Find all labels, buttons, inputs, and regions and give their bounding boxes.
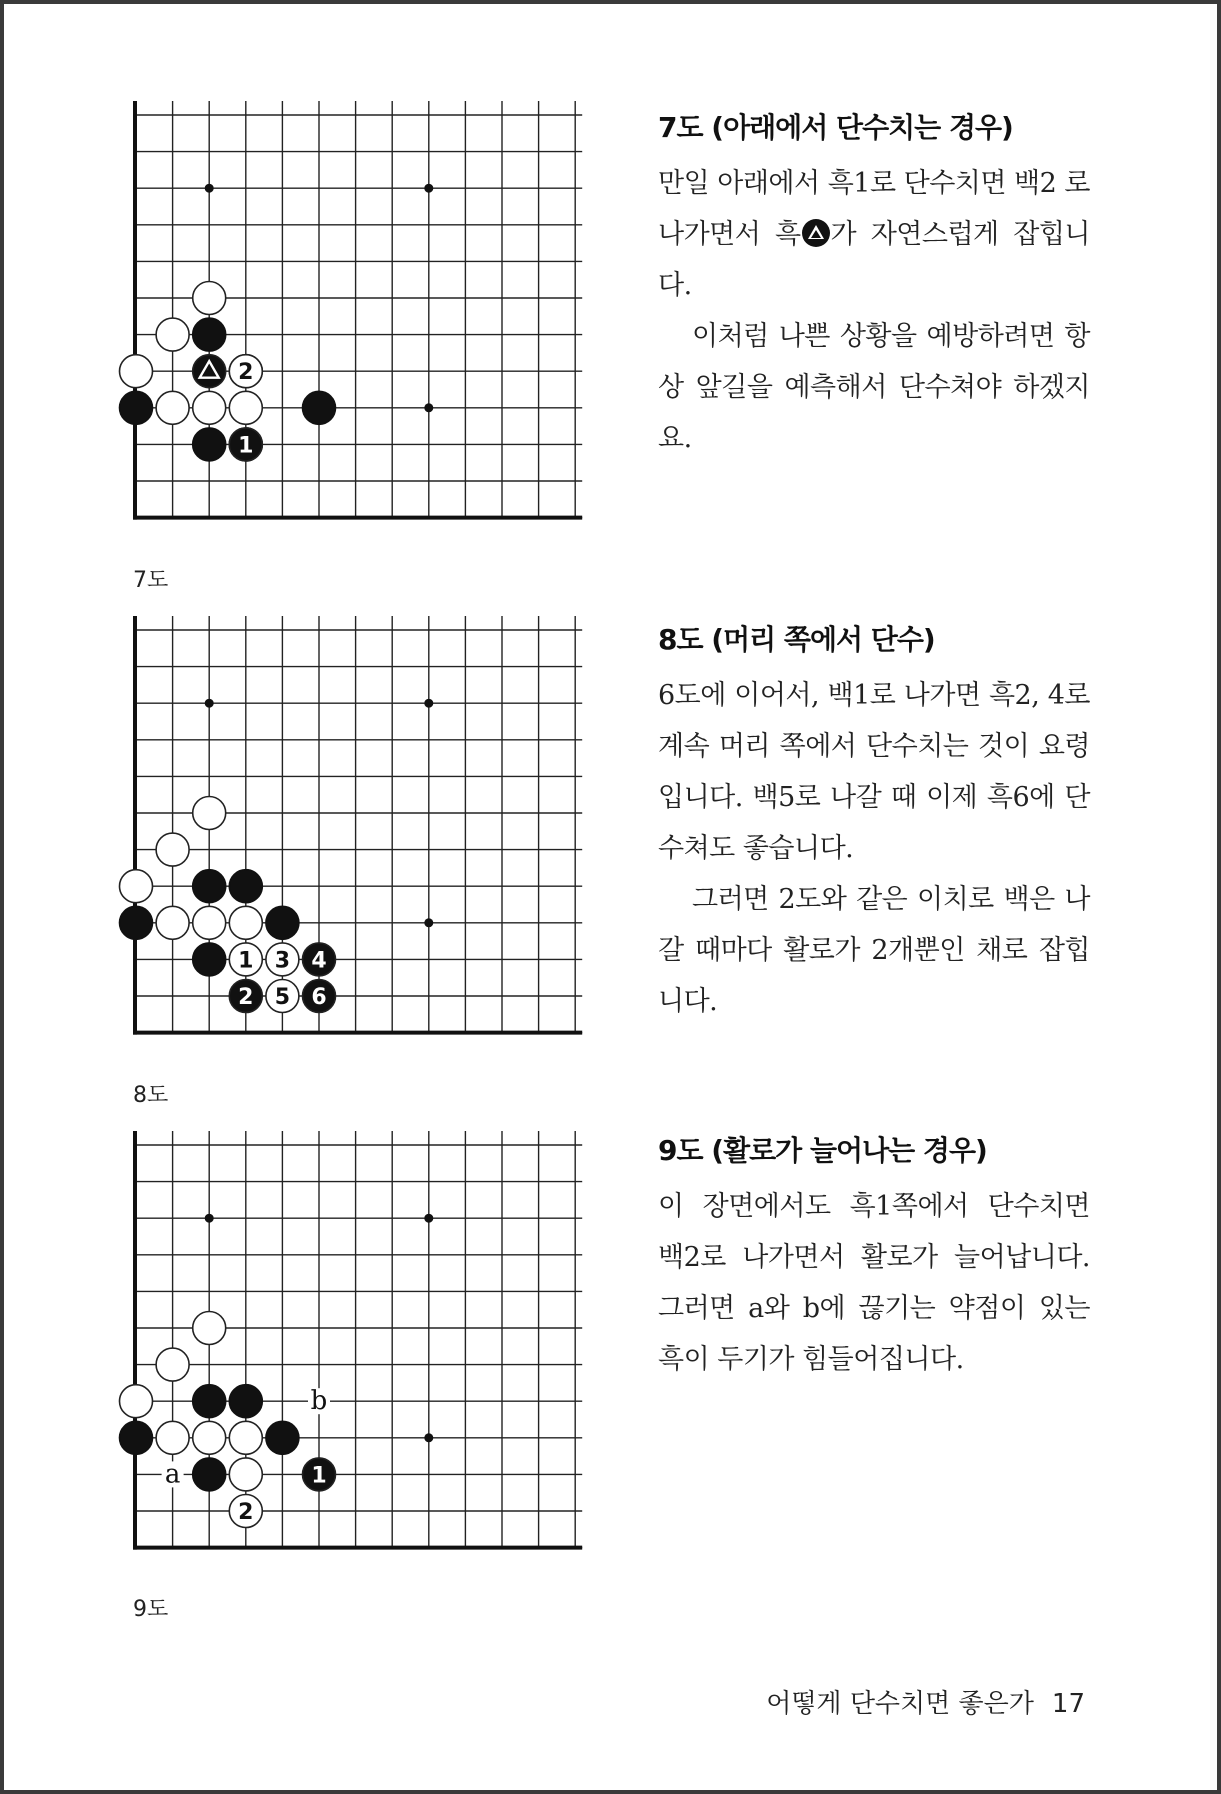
go-board-7 — [135, 113, 601, 541]
point-letter-label: b — [310, 1386, 328, 1417]
board-svg-8 — [135, 628, 601, 1058]
section-7-text-b: 가 자연스럽게 잡힙니다. — [658, 219, 1090, 301]
black-stone — [303, 391, 336, 424]
black-stone — [193, 870, 226, 903]
go-board-9 — [135, 1143, 601, 1571]
white-stone — [229, 1421, 262, 1454]
stone-move-number: 4 — [311, 948, 327, 974]
white-stone — [193, 391, 226, 424]
white-stone — [156, 906, 189, 939]
board-svg-9 — [135, 1143, 601, 1573]
point-letter-label: a — [164, 1459, 181, 1490]
star-point — [424, 918, 433, 927]
section-7-paragraph-2: 이처럼 나쁜 상황을 예방하려면 항상 앞길을 예측해서 단수쳐야 하겠지요. — [658, 321, 1090, 454]
black-stone — [193, 1458, 226, 1491]
black-stone — [266, 1421, 299, 1454]
star-point — [205, 1214, 214, 1223]
go-board-8 — [135, 628, 601, 1056]
stone-move-number: 3 — [274, 948, 291, 974]
white-stone — [156, 391, 189, 424]
section-7 — [658, 110, 1090, 464]
white-stone — [193, 797, 226, 830]
section-7-paragraph-1 — [658, 158, 1090, 311]
page-number: 17 — [1051, 1689, 1085, 1719]
black-stone — [229, 1385, 262, 1418]
stone-move-number: 6 — [311, 985, 327, 1010]
white-stone — [120, 1385, 153, 1418]
board-svg-7 — [135, 113, 601, 543]
star-point — [424, 184, 433, 193]
star-point — [424, 403, 433, 412]
section-8 — [658, 622, 1090, 1027]
stone-move-number: 2 — [238, 985, 254, 1010]
page-footer — [766, 1683, 1085, 1720]
section-9 — [658, 1133, 1090, 1385]
black-stone — [120, 1421, 153, 1454]
stone-move-number: 1 — [238, 433, 254, 459]
white-stone — [156, 833, 189, 866]
section-7-text-a: 만일 아래에서 흑1로 단수치면 백2 로 나가면서 흑 — [658, 168, 1090, 250]
caption-9: 9도 — [133, 1597, 169, 1622]
star-point — [205, 699, 214, 708]
black-stone — [266, 906, 299, 939]
stone-move-number: 1 — [311, 1463, 327, 1489]
black-triangle-stone-icon — [802, 219, 830, 247]
star-point — [205, 184, 214, 193]
section-8-paragraph-1: 6도에 이어서, 백1로 나가면 흑2, 4로 계속 머리 쪽에서 단수치는 것이 요령입니다. 백5로 나갈 때 이제 흑6에 단수쳐도 좋습니다. — [658, 680, 1090, 864]
black-stone — [193, 1385, 226, 1418]
caption-8: 8도 — [133, 1083, 169, 1108]
white-stone — [120, 870, 153, 903]
section-title-7: 7도 (아래에서 단수치는 경우) — [658, 111, 1013, 144]
black-stone — [120, 906, 153, 939]
white-stone — [229, 1458, 262, 1491]
black-stone — [193, 943, 226, 976]
white-stone — [156, 1348, 189, 1381]
footer-title: 어떻게 단수치면 좋은가 — [766, 1689, 1034, 1719]
section-8-paragraph-2: 그러면 2도와 같은 이치로 백은 나갈 때마다 활로가 2개뿐인 채로 잡힙니다. — [658, 884, 1090, 1017]
white-stone — [156, 1421, 189, 1454]
white-stone — [229, 391, 262, 424]
white-stone — [193, 1421, 226, 1454]
white-stone — [193, 282, 226, 315]
white-stone — [193, 906, 226, 939]
stone-move-number: 2 — [238, 1500, 254, 1525]
black-stone — [193, 318, 226, 351]
section-9-paragraph-1: 이 장면에서도 흑1쪽에서 단수치면 백2로 나가면서 활로가 늘어납니다. 그러면 a와 b에 끊기는 약점이 있는 흑이 두기가 힘들어집니다. — [658, 1191, 1090, 1375]
black-stone — [229, 870, 262, 903]
stone-move-number: 5 — [274, 985, 291, 1010]
section-title-9: 9도 (활로가 늘어나는 경우) — [658, 1134, 987, 1167]
white-stone — [193, 1312, 226, 1345]
black-stone — [193, 428, 226, 461]
star-point — [424, 699, 433, 708]
star-point — [424, 1433, 433, 1442]
section-title-8: 8도 (머리 쪽에서 단수) — [658, 623, 935, 656]
white-stone — [229, 906, 262, 939]
white-stone — [120, 355, 153, 388]
white-stone — [156, 318, 189, 351]
stone-move-number: 2 — [238, 360, 254, 386]
black-stone — [120, 391, 153, 424]
caption-7: 7도 — [133, 568, 169, 593]
stone-move-number: 1 — [238, 948, 254, 974]
star-point — [424, 1214, 433, 1223]
